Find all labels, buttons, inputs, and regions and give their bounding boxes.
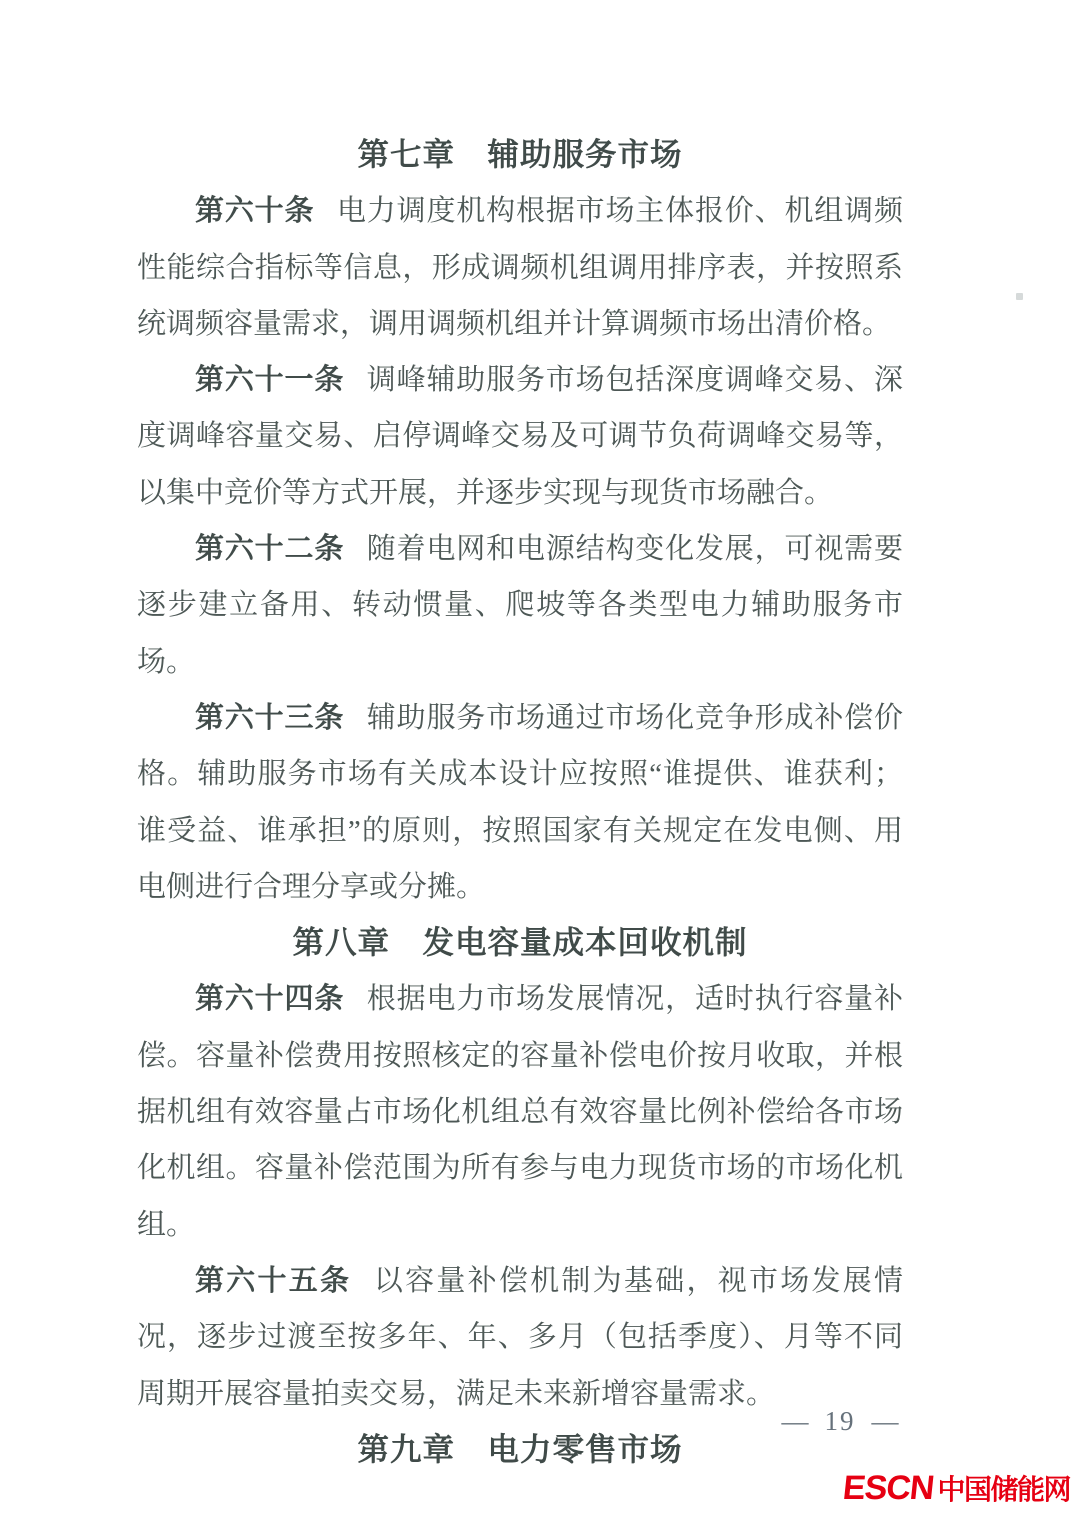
article-60-body: 电力调度机构根据市场主体报价、机组调频性能综合指标等信息，形成调频机组调用排序表，并按照系统调频容量需求，调用调频机组并计算调频市场出清价格。	[137, 195, 903, 340]
article-61-body: 调峰辅助服务市场包括深度调峰交易、深度调峰容量交易、启停调峰交易及可调节负荷调峰交易等，以集中竞价等方式开展，并逐步实现与现货市场融合。	[137, 364, 903, 509]
article-64-label: 第六十四条	[195, 983, 345, 1016]
article-62-label: 第六十二条	[195, 533, 345, 566]
article-65	[137, 1253, 903, 1422]
article-61	[137, 352, 903, 521]
escn-logo-latin: ESCN	[841, 1469, 936, 1507]
article-60-label: 第六十条	[195, 195, 315, 228]
article-63	[137, 690, 903, 915]
escn-logo-chinese: 中国储能网	[937, 1474, 1070, 1505]
article-62	[137, 521, 903, 690]
scan-speck	[1016, 293, 1023, 300]
escn-logo	[843, 1468, 1070, 1508]
article-60	[137, 183, 903, 352]
article-65-label: 第六十五条	[195, 1264, 352, 1297]
page-number-dash-left: —	[781, 1406, 809, 1436]
chapter-7-heading: 第七章 辅助服务市场	[357, 137, 683, 172]
article-64-body: 根据电力市场发展情况，适时执行容量补偿。容量补偿费用按照核定的容量补偿电价按月收取，并根据机组有效容量占市场化机组总有效容量比例补偿给各市场化机组。容量补偿范围为所有参与电力现货市场的市场化机组。	[137, 983, 903, 1241]
article-63-label: 第六十三条	[195, 701, 345, 734]
document-content	[137, 127, 903, 1478]
chapter-8-heading: 第八章 发电容量成本回收机制	[292, 925, 748, 961]
page-number-dash-right: —	[871, 1406, 899, 1436]
article-64	[137, 971, 903, 1252]
article-62-body: 随着电网和电源结构变化发展，可视需要逐步建立备用、转动惯量、爬坡等各类型电力辅助服务市场。	[137, 533, 903, 678]
article-61-label: 第六十一条	[195, 364, 345, 397]
chapter-9-heading: 第九章 电力零售市场	[357, 1431, 683, 1467]
page-number-value: 19	[824, 1406, 856, 1436]
page-number	[770, 1406, 910, 1437]
article-65-body: 以容量补偿机制为基础，视市场发展情况，逐步过渡至按多年、年、多月（包括季度）、月等不同周期开展容量拍卖交易，满足未来新增容量需求。	[137, 1264, 903, 1410]
article-63-body: 辅助服务市场通过市场化竞争形成补偿价格。辅助服务市场有关成本设计应按照“谁提供、谁获利；谁受益、谁承担”的原则，按照国家有关规定在发电侧、用电侧进行合理分享或分摊。	[137, 701, 903, 903]
